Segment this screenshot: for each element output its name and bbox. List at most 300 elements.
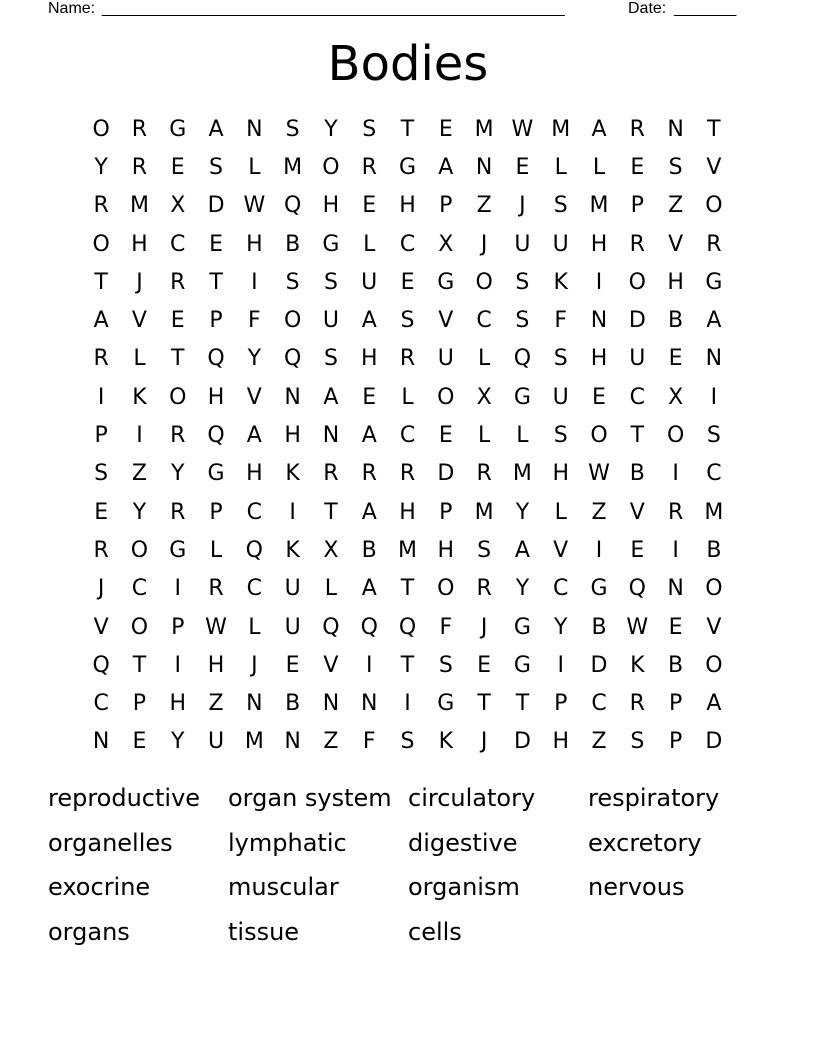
grid-letter: P: [209, 308, 223, 334]
grid-letter: Q: [322, 614, 340, 640]
grid-letter: Z: [208, 691, 224, 717]
grid-letter: V: [131, 308, 147, 334]
grid-letter: Y: [171, 729, 185, 755]
grid-letter: R: [361, 154, 377, 180]
grid-letter: E: [477, 652, 492, 678]
word-list: [48, 778, 768, 956]
name-label: Name:: [48, 0, 96, 17]
letter-grid: [82, 110, 733, 761]
grid-letter: H: [437, 537, 455, 563]
grid-letter: U: [552, 384, 569, 410]
grid-letter: T: [171, 346, 185, 372]
grid-letter: M: [589, 193, 609, 219]
grid-letter: P: [668, 729, 683, 755]
grid-letter: L: [401, 384, 414, 410]
grid-letter: N: [590, 308, 608, 334]
word-list-item: digestive: [408, 828, 518, 857]
grid-letter: N: [322, 691, 340, 717]
grid-letter: K: [630, 652, 645, 678]
grid-letter: H: [590, 231, 608, 257]
grid-letter: L: [554, 499, 567, 525]
grid-letter: I: [672, 537, 679, 563]
grid-letter: I: [136, 423, 143, 449]
grid-letter: H: [322, 193, 340, 219]
grid-letter: R: [131, 116, 148, 142]
grid-letter: Y: [324, 116, 338, 142]
grid-letter: L: [554, 154, 567, 180]
grid-letter: O: [169, 384, 187, 410]
grid-letter: N: [705, 346, 723, 372]
grid-letter: N: [475, 154, 493, 180]
grid-letter: E: [438, 423, 453, 449]
grid-letter: N: [284, 384, 301, 410]
grid-letter: O: [705, 576, 723, 602]
grid-letter: Q: [283, 346, 302, 372]
grid-letter: S: [477, 537, 492, 563]
grid-letter: O: [92, 116, 110, 142]
grid-letter: I: [557, 652, 564, 678]
grid-letter: Y: [94, 154, 108, 180]
grid-letter: T: [324, 499, 338, 525]
grid-letter: Q: [207, 346, 225, 372]
grid-letter: N: [667, 576, 684, 602]
grid-letter: O: [705, 193, 723, 219]
grid-letter: H: [360, 346, 378, 372]
grid-letter: R: [629, 691, 645, 717]
grid-letter: E: [362, 384, 377, 410]
grid-letter: K: [132, 384, 147, 410]
grid-letter: R: [629, 116, 645, 142]
grid-letter: N: [667, 116, 684, 142]
grid-letter: V: [668, 231, 684, 257]
grid-letter: U: [284, 576, 301, 602]
grid-letter: E: [170, 308, 185, 334]
grid-letter: U: [361, 269, 378, 295]
grid-letter: A: [706, 308, 722, 334]
grid-letter: R: [93, 193, 109, 219]
grid-letter: E: [668, 614, 683, 640]
grid-letter: I: [404, 691, 411, 717]
grid-letter: D: [207, 193, 225, 219]
grid-letter: C: [553, 576, 569, 602]
grid-letter: U: [322, 308, 339, 334]
grid-letter: E: [400, 269, 415, 295]
grid-letter: T: [132, 652, 147, 678]
word-list-item: lymphatic: [228, 828, 347, 857]
grid-letter: D: [437, 461, 455, 487]
grid-letter: V: [438, 308, 454, 334]
grid-letter: M: [474, 116, 494, 142]
grid-letter: P: [171, 614, 185, 640]
grid-letter: R: [361, 461, 377, 487]
grid-letter: W: [205, 614, 227, 640]
grid-letter: N: [360, 691, 378, 717]
grid-letter: V: [706, 614, 722, 640]
grid-letter: C: [399, 231, 416, 257]
date-label: Date:: [628, 0, 667, 17]
grid-letter: R: [170, 499, 186, 525]
grid-letter: M: [398, 537, 418, 563]
grid-letter: O: [130, 537, 149, 563]
grid-letter: G: [513, 614, 531, 640]
grid-letter: P: [94, 423, 108, 449]
grid-letter: I: [289, 499, 296, 525]
grid-letter: C: [93, 691, 109, 717]
grid-letter: R: [170, 423, 186, 449]
grid-letter: S: [630, 729, 645, 755]
word-list-item: organs: [48, 917, 130, 946]
grid-letter: L: [324, 576, 338, 602]
grid-letter: C: [246, 576, 263, 602]
grid-letter: M: [551, 116, 571, 142]
grid-letter: U: [284, 614, 301, 640]
grid-letter: M: [244, 729, 264, 755]
word-list-item: respiratory: [588, 784, 720, 812]
grid-letter: S: [706, 423, 721, 449]
grid-letter: H: [399, 499, 416, 525]
grid-letter: Q: [513, 346, 532, 372]
grid-letter: U: [437, 346, 454, 372]
grid-letter: X: [476, 384, 492, 410]
name-line: ____________________________________________________: [102, 0, 565, 17]
grid-letter: K: [553, 269, 568, 295]
grid-letter: B: [668, 308, 684, 334]
grid-letter: C: [476, 308, 492, 334]
grid-letter: V: [93, 614, 109, 640]
grid-letter: Y: [247, 346, 262, 372]
grid-letter: H: [667, 269, 684, 295]
grid-letter: D: [590, 652, 608, 678]
grid-letter: R: [323, 461, 339, 487]
grid-letter: P: [554, 691, 568, 717]
grid-letter: W: [588, 461, 610, 487]
grid-letter: R: [629, 231, 645, 257]
grid-letter: R: [399, 346, 416, 372]
grid-letter: X: [323, 537, 339, 563]
grid-letter: F: [248, 308, 261, 334]
grid-letter: E: [170, 154, 185, 180]
word-list-item: excretory: [588, 828, 702, 857]
grid-letter: V: [706, 154, 722, 180]
grid-letter: C: [706, 461, 722, 487]
grid-letter: H: [284, 423, 301, 449]
grid-letter: L: [477, 423, 491, 449]
grid-letter: N: [284, 729, 301, 755]
grid-letter: D: [513, 729, 531, 755]
grid-letter: A: [93, 308, 109, 334]
word-list-item: nervous: [588, 873, 685, 901]
grid-letter: A: [438, 154, 454, 180]
grid-letter: U: [514, 231, 531, 257]
grid-letter: N: [92, 729, 110, 755]
grid-letter: B: [706, 537, 722, 563]
grid-letter: P: [630, 193, 644, 219]
grid-letter: R: [476, 576, 492, 602]
grid-letter: S: [323, 269, 338, 295]
word-list-item: tissue: [228, 917, 300, 946]
word-list-item: organ system: [228, 784, 392, 812]
grid-letter: A: [591, 116, 607, 142]
grid-letter: J: [480, 231, 488, 257]
grid-letter: W: [511, 116, 534, 142]
grid-letter: H: [246, 231, 263, 257]
grid-letter: P: [209, 499, 223, 525]
grid-letter: X: [438, 231, 454, 257]
grid-letter: W: [626, 614, 649, 640]
grid-letter: Q: [207, 423, 225, 449]
grid-letter: T: [630, 423, 645, 449]
grid-letter: F: [439, 614, 453, 640]
grid-letter: R: [476, 461, 492, 487]
grid-letter: E: [285, 652, 300, 678]
grid-letter: S: [400, 729, 415, 755]
grid-letter: I: [174, 576, 181, 602]
grid-letter: S: [553, 346, 568, 372]
grid-letter: P: [132, 691, 147, 717]
grid-letter: G: [398, 154, 417, 180]
grid-letter: A: [361, 576, 377, 602]
grid-letter: B: [285, 691, 301, 717]
grid-letter: R: [93, 537, 109, 563]
grid-letter: A: [246, 423, 262, 449]
grid-letter: O: [283, 308, 302, 334]
word-list-item: circulatory: [408, 784, 536, 812]
grid-letter: C: [399, 423, 416, 449]
grid-letter: L: [248, 614, 261, 640]
grid-letter: T: [94, 269, 108, 295]
page-title: Bodies: [327, 36, 489, 92]
word-list-item: reproductive: [48, 784, 201, 812]
grid-letter: B: [668, 652, 684, 678]
grid-letter: E: [132, 729, 147, 755]
grid-letter: S: [209, 154, 224, 180]
grid-letter: M: [283, 154, 303, 180]
grid-letter: G: [513, 384, 531, 410]
grid-letter: R: [667, 499, 684, 525]
grid-letter: A: [706, 691, 722, 717]
grid-letter: J: [480, 729, 488, 755]
grid-letter: I: [174, 652, 181, 678]
grid-letter: Q: [360, 614, 378, 640]
grid-letter: L: [248, 154, 261, 180]
grid-letter: U: [629, 346, 646, 372]
grid-letter: P: [668, 691, 683, 717]
grid-letter: T: [400, 576, 415, 602]
grid-letter: A: [361, 308, 377, 334]
grid-letter: S: [438, 652, 453, 678]
word-list-item: exocrine: [48, 873, 151, 901]
grid-letter: Z: [131, 461, 147, 487]
grid-letter: L: [363, 231, 376, 257]
grid-letter: P: [439, 499, 453, 525]
grid-letter: S: [515, 308, 530, 334]
grid-letter: L: [209, 537, 223, 563]
grid-letter: L: [477, 346, 491, 372]
word-list-item: organelles: [48, 828, 173, 857]
grid-letter: O: [437, 576, 455, 602]
grid-letter: S: [668, 154, 683, 180]
grid-letter: Z: [323, 729, 339, 755]
grid-letter: E: [94, 499, 109, 525]
grid-letter: C: [131, 576, 148, 602]
grid-letter: C: [246, 499, 263, 525]
grid-letter: O: [475, 269, 493, 295]
grid-letter: Z: [591, 499, 607, 525]
grid-letter: W: [243, 193, 266, 219]
grid-letter: N: [246, 116, 263, 142]
grid-letter: R: [131, 154, 148, 180]
grid-letter: O: [628, 269, 646, 295]
grid-letter: R: [93, 346, 109, 372]
grid-letter: Z: [668, 193, 684, 219]
grid-letter: U: [207, 729, 225, 755]
grid-letter: R: [208, 576, 224, 602]
grid-letter: C: [170, 231, 186, 257]
grid-letter: R: [399, 461, 416, 487]
grid-letter: G: [437, 269, 455, 295]
grid-letter: T: [400, 116, 415, 142]
grid-letter: K: [285, 461, 300, 487]
grid-letter: L: [516, 423, 529, 449]
grid-letter: H: [131, 231, 148, 257]
grid-letter: T: [707, 116, 721, 142]
grid-letter: Q: [92, 652, 110, 678]
grid-letter: N: [322, 423, 340, 449]
grid-letter: T: [400, 652, 415, 678]
grid-letter: K: [438, 729, 454, 755]
grid-letter: R: [706, 231, 722, 257]
grid-letter: O: [437, 384, 455, 410]
grid-letter: I: [595, 537, 603, 563]
grid-letter: S: [285, 116, 300, 142]
grid-letter: O: [705, 652, 723, 678]
grid-letter: A: [361, 499, 377, 525]
grid-letter: X: [668, 384, 684, 410]
header: [48, 0, 740, 20]
grid-letter: J: [251, 652, 258, 678]
grid-letter: V: [323, 652, 339, 678]
grid-letter: O: [130, 614, 149, 640]
grid-letter: S: [362, 116, 377, 142]
grid-letter: J: [97, 576, 105, 602]
grid-letter: L: [133, 346, 146, 372]
grid-letter: J: [136, 269, 143, 295]
grid-letter: O: [590, 423, 608, 449]
grid-letter: D: [705, 729, 723, 755]
grid-letter: Y: [515, 576, 530, 602]
grid-letter: D: [628, 308, 646, 334]
grid-letter: H: [207, 384, 225, 410]
grid-letter: N: [246, 691, 263, 717]
grid-letter: H: [552, 461, 569, 487]
grid-letter: Y: [553, 614, 568, 640]
grid-letter: I: [97, 384, 105, 410]
grid-letter: G: [513, 652, 531, 678]
word-list-item: cells: [408, 917, 462, 946]
grid-letter: A: [514, 537, 530, 563]
grid-letter: F: [362, 729, 376, 755]
grid-letter: V: [629, 499, 645, 525]
grid-letter: B: [285, 231, 301, 257]
grid-letter: V: [246, 384, 262, 410]
grid-letter: S: [553, 193, 568, 219]
grid-letter: G: [207, 461, 225, 487]
grid-letter: G: [705, 269, 723, 295]
grid-letter: T: [477, 691, 491, 717]
grid-letter: I: [710, 384, 718, 410]
grid-letter: I: [595, 269, 603, 295]
grid-letter: I: [365, 652, 373, 678]
grid-letter: E: [668, 346, 683, 372]
grid-letter: H: [169, 691, 187, 717]
grid-letter: E: [362, 193, 377, 219]
grid-letter: M: [704, 499, 724, 525]
grid-letter: T: [209, 269, 223, 295]
grid-letter: A: [208, 116, 224, 142]
grid-letter: Q: [398, 614, 417, 640]
grid-letter: S: [553, 423, 568, 449]
grid-letter: S: [400, 308, 415, 334]
grid-letter: Z: [591, 729, 607, 755]
grid-letter: G: [169, 116, 187, 142]
grid-letter: I: [672, 461, 679, 487]
grid-letter: V: [553, 537, 569, 563]
grid-letter: Y: [171, 461, 185, 487]
grid-letter: H: [207, 652, 225, 678]
grid-letter: R: [170, 269, 186, 295]
grid-letter: E: [630, 537, 645, 563]
grid-letter: M: [512, 461, 532, 487]
grid-letter: Q: [628, 576, 646, 602]
grid-letter: B: [361, 537, 377, 563]
grid-letter: E: [209, 231, 223, 257]
grid-letter: C: [629, 384, 645, 410]
grid-letter: X: [170, 193, 186, 219]
word-list-item: organism: [408, 873, 520, 901]
grid-letter: G: [437, 691, 455, 717]
grid-letter: H: [552, 729, 569, 755]
grid-letter: Z: [476, 193, 492, 219]
grid-letter: O: [666, 423, 685, 449]
grid-letter: H: [399, 193, 416, 219]
grid-letter: E: [592, 384, 606, 410]
grid-letter: S: [323, 346, 338, 372]
grid-letter: L: [592, 154, 606, 180]
grid-letter: B: [591, 614, 607, 640]
grid-letter: O: [92, 231, 110, 257]
grid-letter: H: [590, 346, 608, 372]
grid-letter: T: [515, 691, 530, 717]
grid-letter: M: [474, 499, 494, 525]
grid-letter: P: [439, 193, 453, 219]
grid-letter: J: [480, 614, 488, 640]
grid-letter: G: [169, 537, 187, 563]
word-list-item: muscular: [228, 873, 339, 901]
grid-letter: S: [94, 461, 109, 487]
grid-letter: E: [438, 116, 453, 142]
grid-letter: C: [591, 691, 607, 717]
grid-letter: J: [519, 193, 526, 219]
grid-letter: S: [515, 269, 530, 295]
grid-letter: O: [322, 154, 340, 180]
grid-letter: S: [285, 269, 300, 295]
grid-letter: G: [322, 231, 340, 257]
grid-letter: Q: [283, 193, 302, 219]
grid-letter: B: [629, 461, 645, 487]
grid-letter: H: [246, 461, 263, 487]
grid-letter: M: [129, 193, 149, 219]
grid-letter: Q: [245, 537, 263, 563]
